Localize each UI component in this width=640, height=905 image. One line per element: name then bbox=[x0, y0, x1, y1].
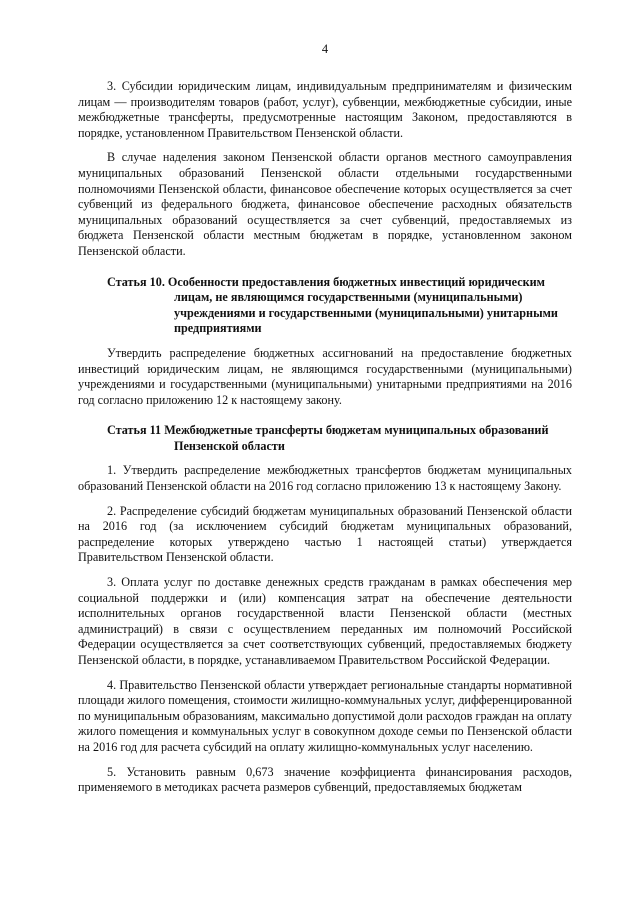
article-title: Межбюджетные трансферты бюджетам муниципальных образований Пензенской области bbox=[164, 423, 549, 453]
article-title: Особенности предоставления бюджетных инвестиций юридическим лицам, не являющимся государственными (муниципальными) учреждениями и государственными (муниципальными) унитарными предприятиями bbox=[167, 274, 558, 336]
article-heading bbox=[78, 275, 572, 337]
article-number: Статья 11 bbox=[107, 423, 165, 438]
paragraph: 5. Установить равным 0,673 значение коэффициента финансирования расходов, применяемого в методиках расчета размеров субвенций, предоставляемых бюджетам bbox=[78, 764, 572, 795]
page-number: 4 bbox=[321, 42, 329, 56]
paragraph: Утвердить распределение бюджетных ассигнований на предоставление бюджетных инвестиций юридическим лицам, не являющимся государственными (муниципальными) учреждениями и государственными (муниципальными) унитарными предприятиями на 2016 год согласно приложению 12 к настоящему закону. bbox=[78, 345, 572, 407]
article-heading bbox=[78, 423, 572, 454]
paragraph: В случае наделения законом Пензенской области органов местного самоуправления муниципальных образований Пензенской области отдельными государственными полномочиями Пензенской области, финансовое обеспечение которых осуществляется за счет субвенций из федерального бюджета, финансовое обеспечение расходных обязательств муниципальных образований осуществляется за счет субвенций, предоставляемых из бюджета Пензенской области местным бюджетам в порядке, установленном законом Пензенской области. bbox=[78, 150, 572, 258]
paragraph: 2. Распределение субсидий бюджетам муниципальных образований Пензенской области на 2016 год (за исключением субсидий бюджетам муниципальных образований, распределение которых утверждено частью 1 настоящей статьи) утверждается Правительством Пензенской области. bbox=[78, 503, 572, 565]
paragraph: 3. Оплата услуг по доставке денежных средств гражданам в рамках обеспечения мер социальной поддержки и (или) компенсация затрат на обеспечение деятельности исполнительных органов государственной власти Пензенской области (местных администраций) в связи с осуществлением переданных им полномочий Российской Федерации осуществляется за счет соответствующих субвенций, предоставляемых бюджету Пензенской области, в порядке, устанавливаемом Правительством Российской Федерации. bbox=[78, 575, 572, 667]
paragraph: 3. Субсидии юридическим лицам, индивидуальным предпринимателям и физическим лицам — производителям товаров (работ, услуг), субвенции, межбюджетные субсидии, иные межбюджетные трансферты, предусмотренные настоящим Законом, предоставляются в порядке, установленном Правительством Пензенской области. bbox=[78, 79, 572, 140]
paragraph: 1. Утвердить распределение межбюджетных трансфертов бюджетам муниципальных образований Пензенской области на 2016 год согласно приложению 13 к настоящему Закону. bbox=[78, 463, 572, 494]
article-number: Статья 10. bbox=[107, 274, 168, 289]
paragraph: 4. Правительство Пензенской области утверждает региональные стандарты нормативной площади жилого помещения, стоимости жилищно-коммунальных услуг, дифференцированной по муниципальным образованиям, максимально допустимой доли расходов граждан на оплату жилого помещения и коммунальных услуг в совокупном доходе семьи по Пензенской области на 2016 год для расчета субсидий на оплату жилищно-коммунальных услуг населению. bbox=[78, 677, 572, 754]
